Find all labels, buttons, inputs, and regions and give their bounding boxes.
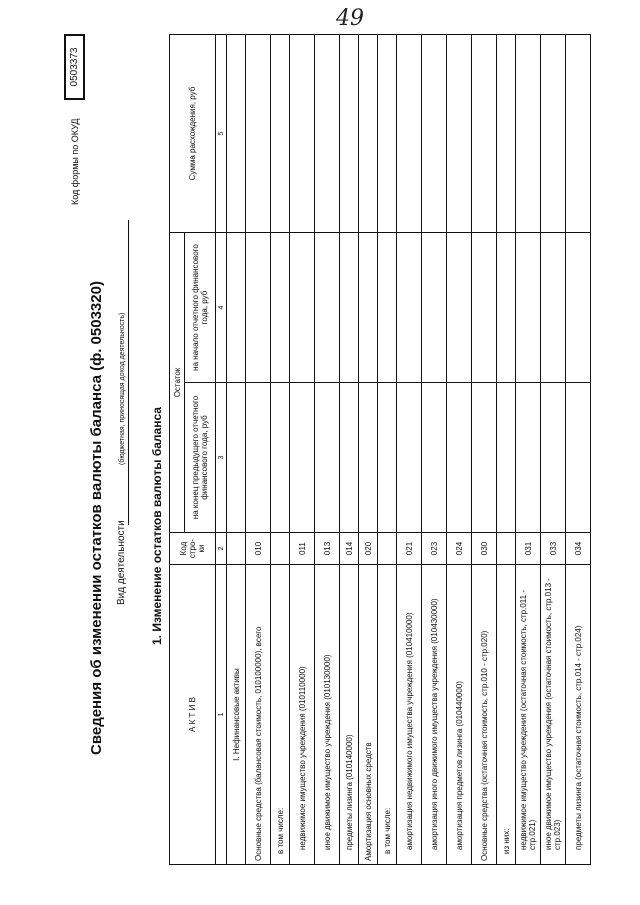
table-row (359, 35, 378, 865)
header-asset: А К Т И В (170, 565, 216, 865)
value-cell[interactable] (472, 383, 497, 533)
table-row (378, 35, 397, 865)
value-cell[interactable] (227, 383, 246, 533)
value-cell[interactable] (290, 383, 315, 533)
table-row (541, 35, 566, 865)
col-number: 5 (216, 35, 227, 233)
value-cell[interactable] (447, 383, 472, 533)
value-cell[interactable] (246, 233, 271, 383)
value-cell[interactable] (359, 383, 378, 533)
row-label: Основные средства (остаточная стоимость, стр.010 - стр.020) (472, 565, 497, 865)
row-code: 011 (290, 533, 315, 565)
value-cell[interactable] (497, 233, 516, 383)
row-code: 024 (447, 533, 472, 565)
row-label: недвижимое имущество учреждения (остаточная стоимость, стр.011 - стр.021) (516, 565, 541, 865)
row-code: 014 (340, 533, 359, 565)
value-cell[interactable] (397, 383, 422, 533)
value-cell[interactable] (340, 233, 359, 383)
header-curr-start: на начало отчетного финансового года, руб (185, 233, 216, 383)
header-prev-end: на конец предыдущего отчетного финансового года, руб (185, 383, 216, 533)
row-code: 030 (472, 533, 497, 565)
table-row (497, 35, 516, 865)
activity-label: Вид деятельности (116, 520, 127, 605)
header-diff: Сумма расхождения, руб (170, 35, 216, 233)
page-number: 49 (336, 6, 364, 31)
value-cell[interactable] (340, 383, 359, 533)
row-label: Амортизация основных средств (359, 565, 378, 865)
row-code (271, 533, 290, 565)
col-number: 4 (216, 233, 227, 383)
value-cell[interactable] (516, 35, 541, 233)
value-cell[interactable] (290, 233, 315, 383)
row-label: предметы лизинга (010140000) (340, 565, 359, 865)
row-label: недвижимое имущество учреждения (010110000) (290, 565, 315, 865)
okud-code-box: 0503373 (64, 34, 85, 100)
table-row (227, 35, 246, 865)
row-code (378, 533, 397, 565)
value-cell[interactable] (359, 233, 378, 383)
value-cell[interactable] (290, 35, 315, 233)
row-label: амортизация иного движимого имущества учреждения (010430000) (422, 565, 447, 865)
row-label: из них: (497, 565, 516, 865)
value-cell[interactable] (422, 35, 447, 233)
activity-note: (бюджетная, приносящая доход деятельность) (119, 312, 126, 465)
value-cell[interactable] (315, 233, 340, 383)
row-label: в том числе: (378, 565, 397, 865)
value-cell[interactable] (315, 35, 340, 233)
value-cell[interactable] (497, 35, 516, 233)
value-cell[interactable] (422, 233, 447, 383)
table-row (516, 35, 541, 865)
value-cell[interactable] (566, 233, 591, 383)
table-row (447, 35, 472, 865)
okud-label: Код формы по ОКУД (70, 118, 80, 205)
row-code: 023 (422, 533, 447, 565)
value-cell[interactable] (472, 233, 497, 383)
value-cell[interactable] (541, 233, 566, 383)
value-cell[interactable] (246, 35, 271, 233)
value-cell[interactable] (566, 383, 591, 533)
form-title: Сведения об изменении остатков валюты баланса (ф. 0503320) (88, 281, 105, 755)
value-cell[interactable] (246, 383, 271, 533)
value-cell[interactable] (516, 233, 541, 383)
row-label: амортизация недвижимого имущества учреждения (010410000) (397, 565, 422, 865)
row-label: предметы лизинга (остаточная стоимость, стр.014 - стр.024) (566, 565, 591, 865)
value-cell[interactable] (271, 233, 290, 383)
row-label: амортизация предметов лизинга (010440000) (447, 565, 472, 865)
value-cell[interactable] (447, 35, 472, 233)
value-cell[interactable] (397, 35, 422, 233)
value-cell[interactable] (397, 233, 422, 383)
row-code: 034 (566, 533, 591, 565)
row-code (497, 533, 516, 565)
col-number: 3 (216, 383, 227, 533)
value-cell[interactable] (541, 35, 566, 233)
table-row (246, 35, 271, 865)
row-label: иное движимое имущество учреждения (010130000) (315, 565, 340, 865)
value-cell[interactable] (378, 35, 397, 233)
value-cell[interactable] (422, 383, 447, 533)
balance-table (169, 34, 591, 865)
header-balance: Остаток (170, 233, 185, 533)
header-code: Код стро- ки (170, 533, 216, 565)
row-label: Основные средства (балансовая стоимость, 010100000), всего (246, 565, 271, 865)
table-row (422, 35, 447, 865)
row-code: 033 (541, 533, 566, 565)
value-cell[interactable] (541, 383, 566, 533)
table-row (472, 35, 497, 865)
value-cell[interactable] (566, 35, 591, 233)
value-cell[interactable] (516, 383, 541, 533)
value-cell[interactable] (271, 35, 290, 233)
activity-underline (128, 220, 129, 525)
table-row (271, 35, 290, 865)
row-code: 031 (516, 533, 541, 565)
value-cell[interactable] (227, 35, 246, 233)
row-code (227, 533, 246, 565)
value-cell[interactable] (472, 35, 497, 233)
table-row (340, 35, 359, 865)
row-code: 013 (315, 533, 340, 565)
row-label: в том числе: (271, 565, 290, 865)
table-row (566, 35, 591, 865)
table-row (315, 35, 340, 865)
col-number: 1 (216, 565, 227, 865)
value-cell[interactable] (359, 35, 378, 233)
row-code: 021 (397, 533, 422, 565)
value-cell[interactable] (315, 383, 340, 533)
col-number: 2 (216, 533, 227, 565)
value-cell[interactable] (497, 383, 516, 533)
value-cell[interactable] (447, 233, 472, 383)
table-row (397, 35, 422, 865)
value-cell[interactable] (378, 383, 397, 533)
value-cell[interactable] (227, 233, 246, 383)
row-code: 020 (359, 533, 378, 565)
value-cell[interactable] (271, 383, 290, 533)
row-code: 010 (246, 533, 271, 565)
section-title: 1. Изменение остатков валюты баланса (150, 407, 164, 645)
value-cell[interactable] (340, 35, 359, 233)
row-label: I. Нефинансовые активы (227, 565, 246, 865)
value-cell[interactable] (378, 233, 397, 383)
table-row (290, 35, 315, 865)
row-label: иное движимое имущество учреждения (остаточная стоимость, стр.013 - стр.023) (541, 565, 566, 865)
